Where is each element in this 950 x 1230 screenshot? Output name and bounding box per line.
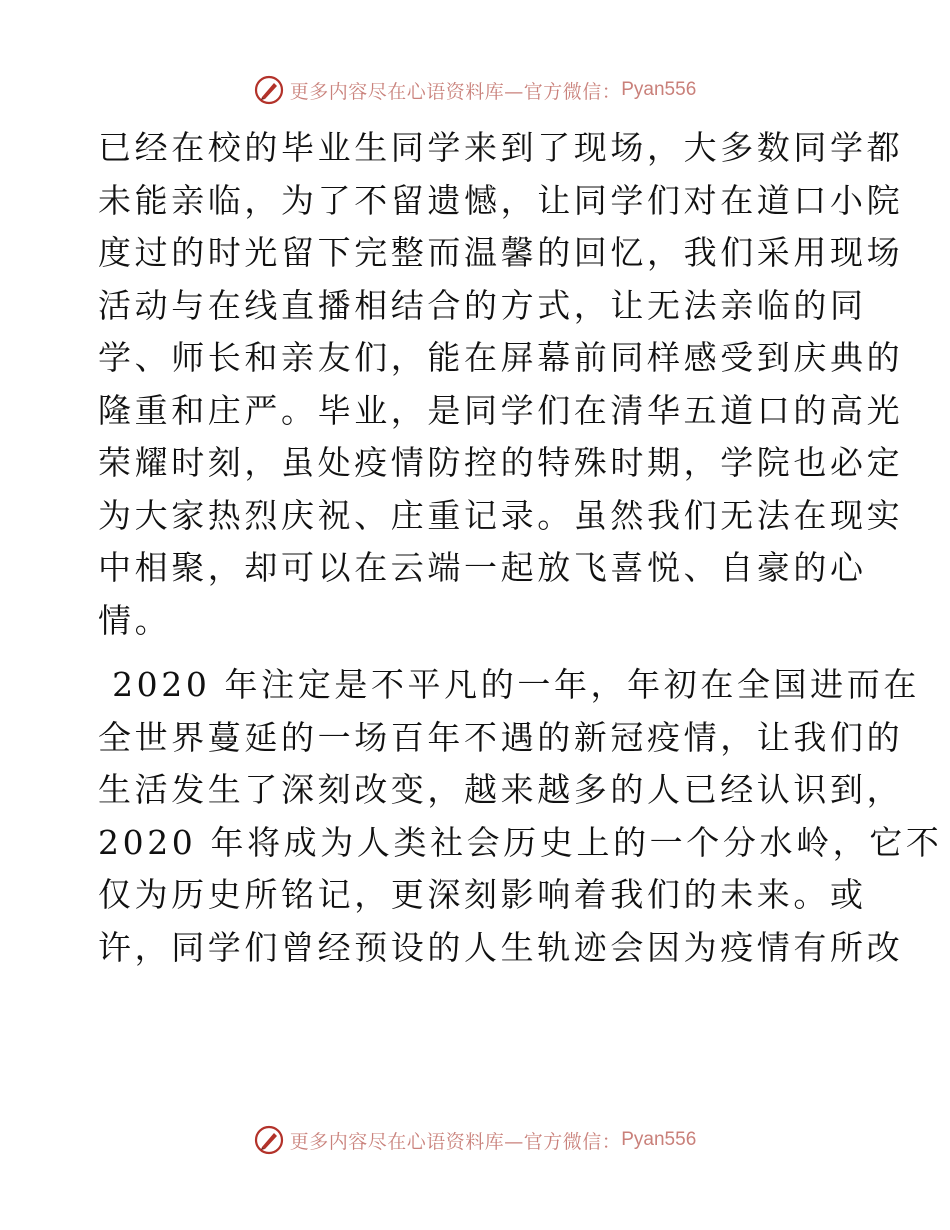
header-banner-text: 更多内容尽在心语资料库—官方微信：	[289, 80, 622, 103]
paragraph-2	[98, 659, 943, 974]
text-line: 生活发生了深刻改变，越来越多的人已经认识到，	[98, 770, 904, 809]
text-line: 已经在校的毕业生同学来到了现场，大多数同学都	[98, 128, 904, 167]
text-line: 度过的时光留下完整而温馨的回忆，我们采用现场	[98, 233, 904, 272]
text-line: 未能亲临，为了不留遗憾，让同学们对在道口小院	[98, 180, 904, 220]
paragraph-gap	[98, 647, 858, 659]
footer-banner-text: 更多内容尽在心语资料库—官方微信：	[289, 1130, 622, 1153]
header-banner-handle: Pyan556	[621, 79, 697, 100]
text-line: 为大家热烈庆祝、庄重记录。虽然我们无法在现实	[98, 495, 904, 535]
header-banner	[0, 70, 950, 110]
text-line: 荣耀时刻，虽处疫情防控的特殊时期，学院也必定	[98, 443, 904, 482]
footer-banner-handle: Pyan556	[621, 1129, 697, 1150]
paragraph-1	[98, 122, 904, 647]
pen-logo-icon	[254, 1125, 284, 1155]
text-line: 仅为历史所铭记，更深刻影响着我们的未来。或	[98, 875, 867, 914]
text-line: 活动与在线直播相结合的方式，让无法亲临的同	[98, 285, 867, 325]
text-line: 许，同学们曾经预设的人生轨迹会因为疫情有所改	[98, 927, 904, 967]
footer-banner	[0, 1120, 950, 1160]
text-line: 学、师长和亲友们，能在屏幕前同样感受到庆典的	[98, 338, 904, 377]
text-line: 隆重和庄严。毕业，是同学们在清华五道口的高光	[98, 390, 904, 430]
pen-logo-icon	[254, 75, 284, 105]
text-line: 2020 年将成为人类社会历史上的一个分水岭，它不	[98, 822, 943, 862]
text-line: 中相聚，却可以在云端一起放飞喜悦、自豪的心	[98, 548, 867, 587]
text-line: 情。	[98, 600, 172, 640]
text-line: 全世界蔓延的一场百年不遇的新冠疫情，让我们的	[98, 717, 904, 757]
text-line: 2020 年注定是不平凡的一年，年初在全国进而在	[98, 665, 920, 704]
document-body	[98, 122, 943, 974]
